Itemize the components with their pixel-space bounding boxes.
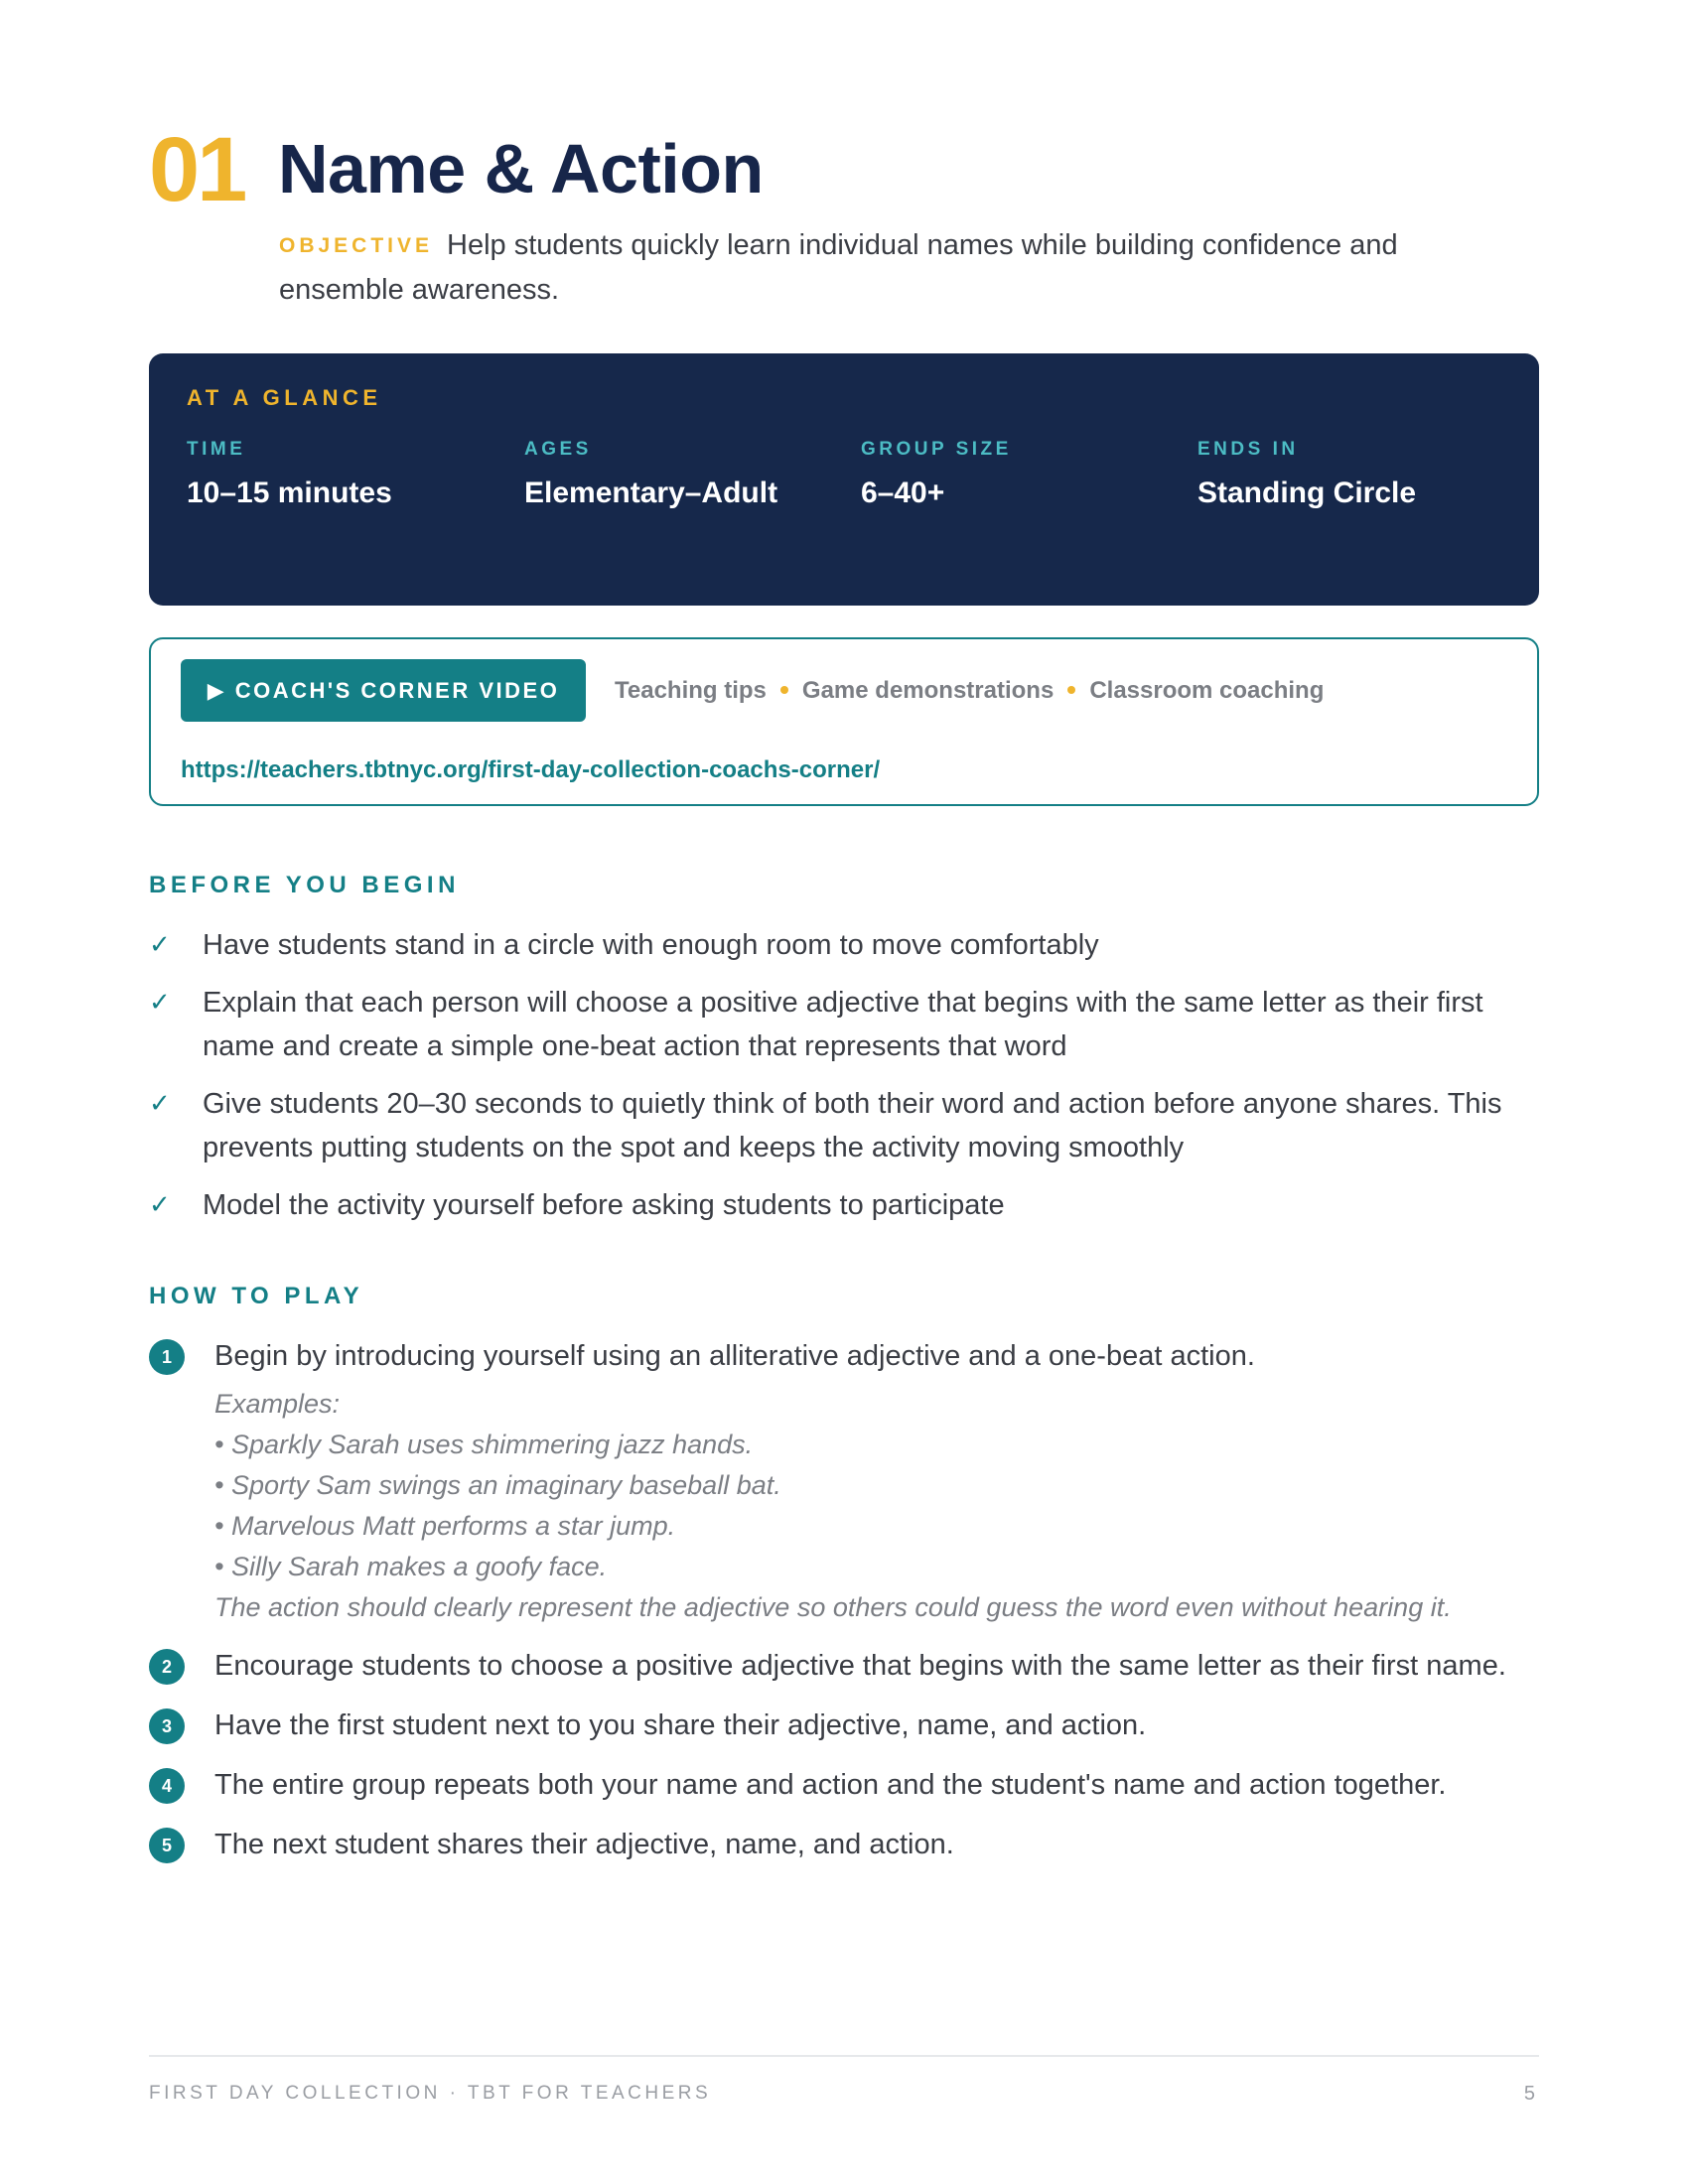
coach-tag: Teaching tips — [615, 677, 767, 704]
step-text: The next student shares their adjective, name, and action. — [214, 1829, 954, 1860]
objective-label: OBJECTIVE — [279, 234, 434, 257]
bullet-dot-icon — [1067, 686, 1075, 694]
step-text: Begin by introducing yourself using an alliterative adjective and a one-beat action. — [214, 1340, 1255, 1372]
examples-label: Examples: — [214, 1389, 341, 1419]
step-number-badge: 4 — [149, 1768, 185, 1804]
coach-video-button[interactable]: ▶ COACH'S CORNER VIDEO — [181, 659, 586, 722]
stat-ages — [524, 439, 852, 510]
examples-note: The action should clearly represent the adjective so others could guess the word even without hearing it. — [214, 1592, 1452, 1622]
stat-label: ENDS IN — [1197, 439, 1299, 460]
list-item — [149, 1082, 1539, 1169]
checkmark-icon: ✓ — [149, 988, 171, 1018]
step-text: Have the first student next to you share their adjective, name, and action. — [214, 1709, 1147, 1741]
before-you-begin-heading: BEFORE YOU BEGIN — [149, 872, 460, 898]
how-to-play-heading: HOW TO PLAY — [149, 1283, 364, 1309]
step-item — [149, 1334, 1539, 1628]
list-item-text: Have students stand in a circle with enough room to move comfortably — [203, 929, 1099, 961]
coach-tags — [615, 677, 1324, 705]
stat-group-size — [861, 439, 1189, 510]
stat-label: GROUP SIZE — [861, 439, 1012, 460]
list-item — [149, 923, 1539, 967]
list-item — [149, 1183, 1539, 1227]
stat-label: TIME — [187, 439, 246, 460]
example-item: • Silly Sarah makes a goofy face. — [214, 1552, 608, 1581]
stat-value: Elementary–Adult — [524, 477, 778, 509]
step-number-badge: 3 — [149, 1708, 185, 1744]
bullet-dot-icon — [780, 686, 788, 694]
example-item: • Sporty Sam swings an imaginary baseball bat. — [214, 1470, 781, 1500]
page — [149, 0, 1539, 2184]
coach-tag: Game demonstrations — [801, 677, 1055, 704]
step-number-badge: 2 — [149, 1649, 185, 1685]
coach-url-link[interactable]: https://teachers.tbtnyc.org/first-day-collection-coachs-corner/ — [181, 756, 881, 783]
checkmark-icon: ✓ — [149, 930, 171, 960]
stat-time — [187, 439, 514, 510]
step-item — [149, 1644, 1539, 1688]
example-item: • Marvelous Matt performs a star jump. — [214, 1511, 676, 1541]
activity-header — [149, 119, 1539, 220]
at-a-glance-panel — [149, 353, 1539, 606]
stat-ends-in — [1197, 439, 1525, 510]
list-item-text: Model the activity yourself before asking students to participate — [203, 1189, 1005, 1221]
glance-heading: AT A GLANCE — [187, 385, 382, 410]
step-item — [149, 1823, 1539, 1866]
stat-label: AGES — [524, 439, 592, 460]
footer-title: FIRST DAY COLLECTION · TBT FOR TEACHERS — [149, 2083, 712, 2104]
list-item — [149, 981, 1539, 1068]
step-text: The entire group repeats both your name and action and the student's name and action together. — [214, 1769, 1447, 1801]
examples-block — [214, 1384, 1539, 1628]
objective-text: Help students quickly learn individual names while building confidence and ensemble awareness. — [279, 229, 1398, 306]
step-item — [149, 1704, 1539, 1747]
list-item-text: Give students 20–30 seconds to quietly think of both their word and action before anyone shares. This prevents putting students on the spot and keeps the activity moving smoothly — [203, 1088, 1502, 1163]
stat-value: 10–15 minutes — [187, 477, 392, 509]
step-item — [149, 1763, 1539, 1807]
checkmark-icon: ✓ — [149, 1089, 171, 1119]
checkmark-icon: ✓ — [149, 1190, 171, 1220]
step-number-badge: 5 — [149, 1828, 185, 1863]
before-list — [149, 923, 1539, 1241]
stat-value: Standing Circle — [1197, 477, 1417, 509]
steps-list — [149, 1334, 1539, 1882]
coach-tag: Classroom coaching — [1089, 677, 1325, 704]
step-text: Encourage students to choose a positive adjective that begins with the same letter as their first name. — [214, 1650, 1506, 1682]
page-number: 5 — [1523, 2083, 1535, 2105]
coach-corner-box — [149, 637, 1539, 806]
example-item: • Sparkly Sarah uses shimmering jazz hands. — [214, 1430, 754, 1459]
objective — [279, 223, 1421, 312]
footer-divider — [149, 2055, 1539, 2057]
step-number-badge: 1 — [149, 1339, 185, 1375]
stat-value: 6–40+ — [861, 477, 945, 509]
list-item-text: Explain that each person will choose a positive adjective that begins with the same letter as their first name and create a simple one-beat action that represents that word — [203, 987, 1483, 1062]
activity-title: Name & Action — [278, 130, 764, 207]
activity-number: 01 — [149, 119, 245, 220]
